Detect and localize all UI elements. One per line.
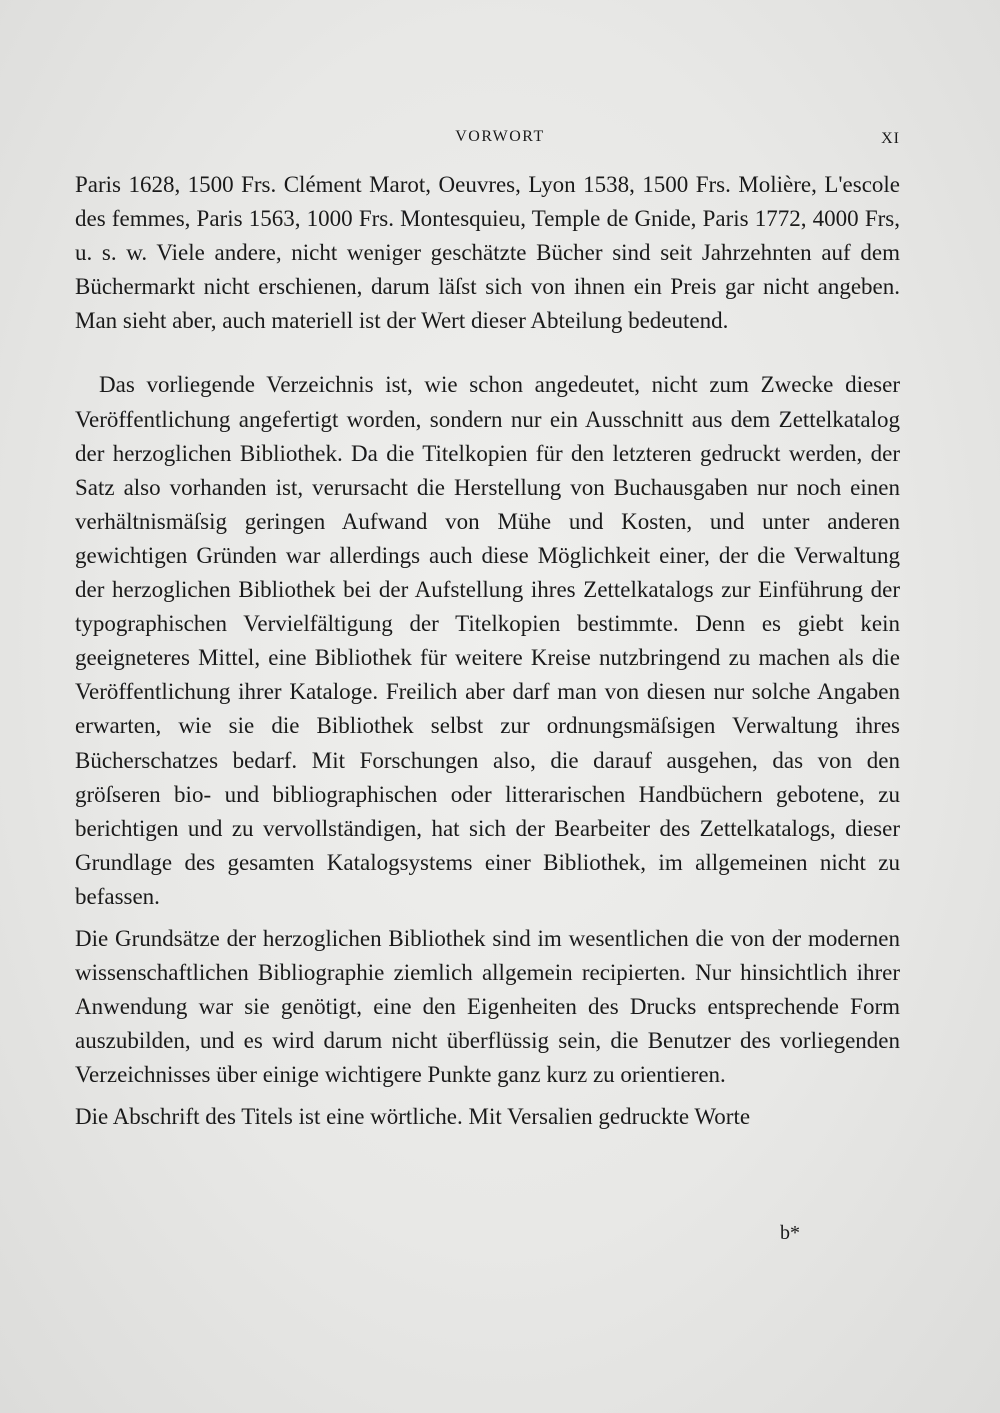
paragraph-3: Die Grundsätze der herzoglichen Bibliothek sind im wesentlichen die von der modernen wissenschaftlichen Bibliographie ziemlich allgemein recipierten. Nur hinsichtlich ihrer Anwendung war sie genötigt, eine den Eigenheiten des Drucks entsprechende Form auszubilden, und es wird darum nicht überflüssig sein, die Benutzer des vorliegenden Verzeichnisses über einige wichtigere Punkte ganz kurz zu orientieren. xyxy=(75,925,900,1088)
running-head xyxy=(0,128,1000,154)
page-number: XI xyxy=(881,130,900,147)
paragraph-2: Das vorliegende Verzeichnis ist, wie schon angedeutet, nicht zum Zwecke dieser Veröffentlichung angefertigt worden, sondern nur ein Ausschnitt aus dem Zettelkatalog der herzoglichen Bibliothek. Da die Titelkopien für den letzteren gedruckt werden, der Satz also vorhanden ist, verursacht die Herstellung von Buchausgaben nur noch einen verhältnismäſsig geringen Aufwand von Mühe und Kosten, und unter anderen gewichtigen Gründen war allerdings auch diese Möglichkeit einer, der die Verwaltung der herzoglichen Bibliothek bei der Aufstellung ihres Zettelkatalogs zur Einführung der typographischen Vervielfältigung der Titelkopien bestimmte. Denn es giebt kein geeigneteres Mittel, eine Bibliothek für weitere Kreise nutzbringend zu machen als die Veröffentlichung ihrer Kataloge. Freilich aber darf man von diesen nur solche Angaben erwarten, wie sie die Bibliothek selbst zur ordnungsmäſsigen Verwaltung ihres Bücherschatzes bedarf. Mit Forschungen also, die darauf ausgehen, das von den gröſseren bio- und bibliographischen oder litterarischen Handbüchern gebotene, zu berichtigen und zu vervollständigen, hat sich der Bearbeiter des Zettelkatalogs, dieser Grundlage des gesamten Katalogsystems einer Bibliothek, im allgemeinen nicht zu befassen. xyxy=(75,372,900,909)
paragraph-1: Paris 1628, 1500 Frs. Clément Marot, Oeuvres, Lyon 1538, 1500 Frs. Molière, L'escole des femmes, Paris 1563, 1000 Frs. Montesquieu, Temple de Gnide, Paris 1772, 4000 Frs, u. s. w. Viele andere, nicht weniger geschätzte Bücher sind seit Jahrzehnten auf dem Büchermarkt nicht erschienen, darum läſst sich von ihnen ein Preis gar nicht angeben. Man sieht aber, auch materiell ist der Wert dieser Abteilung bedeutend. xyxy=(75,172,900,334)
paragraph-4: Die Abschrift des Titels ist eine wörtliche. Mit Versalien gedruckte Worte xyxy=(75,1104,751,1130)
body-text xyxy=(75,168,900,1135)
running-title: VORWORT xyxy=(455,128,545,145)
signature-mark: b* xyxy=(780,1222,800,1244)
